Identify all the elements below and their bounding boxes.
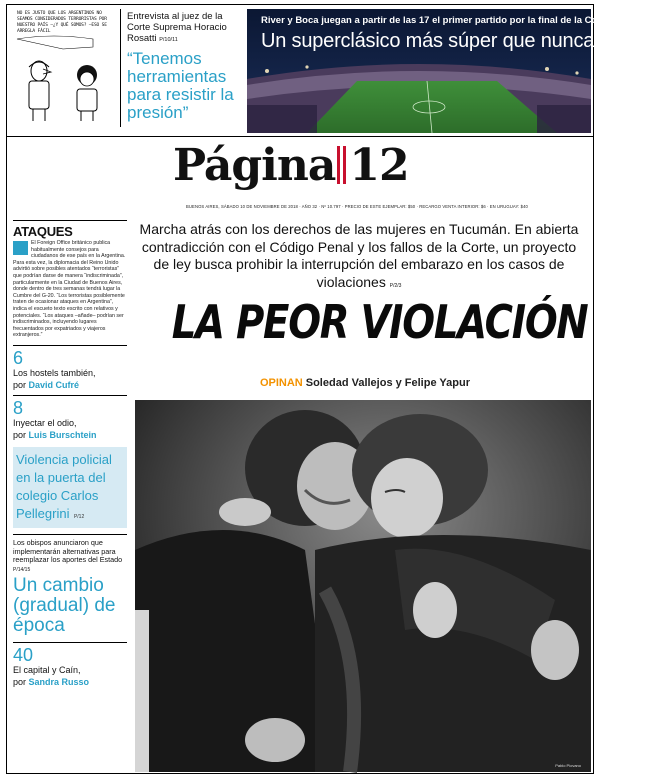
item-title: Los hostels también, <box>13 367 96 378</box>
embrace-photo-image <box>135 400 591 772</box>
logo-red-bars-icon <box>337 146 347 184</box>
item-byline <box>13 430 127 441</box>
interview-kicker <box>127 11 245 46</box>
obispos-headline: Un cambio (gradual) de época <box>13 575 116 637</box>
main-headline[interactable]: LA PEOR VIOLACIÓN <box>171 295 588 349</box>
main-dek-page-ref: P/2/3 <box>389 282 402 289</box>
obispos-teaser[interactable] <box>13 535 127 636</box>
top-story-headline: Un superclásico más súper que nunca <box>261 30 595 52</box>
dateline: BUENOS AIRES, SÁBADO 10 DE NOVIEMBRE DE 2018 · AÑO 32 · Nº 10.797 · PRECIO DE ESTE EJEMPLAR: $50 · RECARGO VENTA INTERIOR: $6 · EN URUGUAY: $40 <box>186 204 528 209</box>
ataques-title: ATAQUES <box>13 224 73 239</box>
obispos-intro-text: Los obispos anunciaron que implementarán alternativas para reemplazar los aportes del Estado <box>13 537 123 565</box>
boxed-page-ref: P/12 <box>73 513 85 520</box>
by-prefix: por <box>13 677 27 688</box>
masthead <box>7 138 593 209</box>
opinan-line <box>137 377 593 389</box>
by-prefix: por <box>13 429 27 440</box>
top-band <box>7 5 669 137</box>
ataques-text: El Foreign Office británico publica habitualmente consejos para ciudadanos de ese país en la Argentina. Para esta vez, la diplomacia del Reino Unido advirtió sobre posibles atentados “terroristas” que podrían darse de manera “indiscriminada”, particularmente en la Ciudad de Buenos Aires, donde dentro de tres semanas tendrá lugar la Cumbre del G-20. “Los terroristas posiblemente traten de ocasionar ataques en Argentina”, indica el escueto texto escrito con relativos y potenciales. “Los ataques –añade– podrían ser indiscriminados, incluyendo lugares frecuentados por expatriados y viajeros extranjeros.” <box>13 240 126 339</box>
flag-icon <box>13 241 28 255</box>
main-photo[interactable] <box>135 400 591 772</box>
newspaper-logo[interactable] <box>173 140 409 191</box>
top-story-photo[interactable] <box>247 9 669 133</box>
cartoon-speech: NO ES JUSTO QUE LOS ARGENTINOS NO SEAMOS CONSIDERADOS TERRORISTAS POR NUESTRO PAÍS —¿Y QUÉ SOMOS? —ESO SE ARREGLA FÁCIL <box>17 11 107 34</box>
obispos-page-ref: P/14/15 <box>13 566 31 573</box>
interview-kicker-text: Entrevista al juez de la Corte Suprema Horacio Rosatti <box>127 11 227 44</box>
main-dek <box>139 221 579 295</box>
interview-quote: “Tenemos herramientas para resistir la presión” <box>127 49 234 122</box>
item-byline <box>13 380 127 391</box>
page-number: 6 <box>13 347 24 368</box>
logo-word: Página <box>173 140 336 191</box>
sidebar-item-odio[interactable] <box>13 396 127 441</box>
logo-number: 12 <box>349 140 409 191</box>
stadium-image <box>247 9 591 133</box>
top-story-kicker: River y Boca juegan a partir de las 17 el primer partido por la final de la Copa Libertadores <box>261 15 669 26</box>
sidebar-divider <box>13 220 127 221</box>
by-prefix: por <box>13 379 27 390</box>
obispos-intro <box>13 539 127 574</box>
item-title: Inyectar el odio, <box>13 417 77 428</box>
opinan-authors: Soledad Vallejos y Felipe Yapur <box>305 377 471 389</box>
author-name: David Cufré <box>28 379 80 390</box>
item-byline <box>13 677 127 688</box>
violencia-policial-box[interactable] <box>13 447 127 528</box>
author-name: Sandra Russo <box>28 677 90 688</box>
boxed-headline: Violencia policial en la puerta del colegio Carlos Pellegrini <box>16 451 112 521</box>
cartoon <box>13 9 121 127</box>
page-number: 8 <box>13 397 24 418</box>
ataques-body <box>13 240 127 339</box>
photo-credit: Pablo Piovano <box>555 763 581 768</box>
interview-page-ref: P/10/11 <box>159 37 178 43</box>
author-name: Luis Burschtein <box>28 429 97 440</box>
item-title: El capital y Caín, <box>13 665 81 676</box>
sidebar-item-hostels[interactable] <box>13 346 127 391</box>
left-sidebar <box>13 220 127 773</box>
interview-teaser[interactable] <box>127 11 245 122</box>
newspaper-front-page <box>6 4 669 774</box>
main-dek-text: Marcha atrás con los derechos de las mujeres en Tucumán. En abierta contradicción con el Código Penal y los fallos de la Corte, un proyecto de ley busca prohibir la interrupción del embarazo en los casos de violaciones <box>139 221 579 290</box>
page-number: 40 <box>13 645 34 666</box>
sidebar-item-capital[interactable] <box>13 643 127 688</box>
opinan-label: OPINAN <box>259 377 303 389</box>
